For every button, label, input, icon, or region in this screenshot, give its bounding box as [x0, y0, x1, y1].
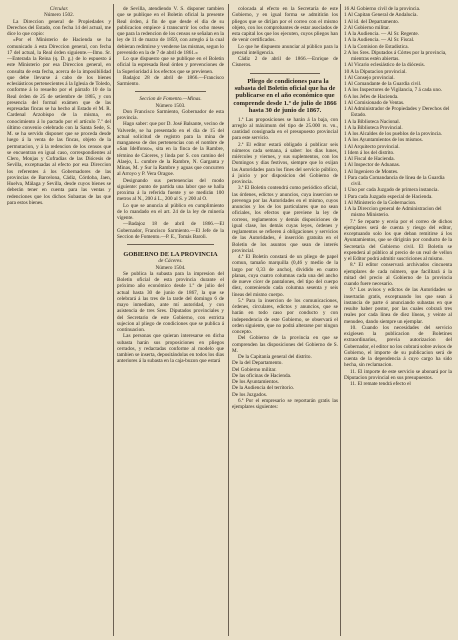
- list-item: 1 A la Direccion general de Administracion del mismo Ministerio.: [344, 206, 442, 219]
- government-subtitle: de Cáceres.: [158, 258, 183, 265]
- list-item: 10 A la Diputacion provincial.: [344, 68, 407, 75]
- list-item: 1 Al Administrador de Propiedades y Derechos del Estado.: [344, 106, 450, 119]
- list-item: 2 A los Sres. Diputados á Córtes por la provincia, mientras estén abiertas.: [344, 49, 447, 62]
- list-item: 1 Al id. del Departamento.: [344, 18, 400, 25]
- list-item: 16 Al Gobierno civil de la provincia.: [344, 6, 421, 12]
- paragraph: Lo que se anuncia al público en cumplimiento de lo mandado en el art. 24 de la ley de minería vigente.: [117, 202, 224, 221]
- list-item: 1 Uno por cada Juzgado de primera instancia.: [344, 187, 439, 194]
- list-item: 1 A los Inspectores de Vigilancia, 7 á cada uno.: [344, 87, 442, 94]
- list-item: Del Gobierno militar.: [232, 366, 277, 373]
- notice-number: Número 1503.: [155, 102, 186, 109]
- paragraph: Se publica la subasta para la impresion del Boletin oficial de esta provincia durante el próximo año económico desde 1.º de julio del actual hasta 30 de junio de 1867, la que se celebrará á las tres de la tarde del domingo 6 de mayo inmediato, ante mí autoridad, y con asistencia de tres Sres. Diputados provinciales y del Secretario de este Gobierno, con estricta sujecion al pliego de condiciones que se publica á continuacion.: [117, 270, 224, 334]
- separator: [135, 91, 206, 92]
- column-2: [117, 6, 224, 636]
- column-rule: [113, 4, 114, 636]
- paragraph: 1.ª Las proposiciones se harán á la baja, con arreglo al máximum del tipo de 25.000 rs. vn., cantidad consignada en el presupuesto provincial para este servicio.: [232, 116, 338, 142]
- copies-list: [344, 6, 452, 219]
- list-item: De la del Departamento.: [232, 360, 283, 367]
- list-item: 1 Al Ingeniero de Montes.: [344, 168, 399, 175]
- paragraph: Lo que he dispuesto anunciar al público para la general inteligencia.: [232, 43, 338, 56]
- paragraph: Del Gobierno de la provincia en que se comprenden las disposiciones del Gobierno de S. M.: [232, 335, 338, 354]
- paragraph: 2.ª El editor estará obligado á publicar seis números cada semana, á saber: los dias lunes, miércoles y viernes, y sus suplementos, con los Domingos y dias festivos, siempre que lo exijan las Autoridades para los fines del servicio público, á juicio y por disposicion del Gobierno de provincia.: [232, 141, 338, 186]
- column-rule: [340, 4, 341, 636]
- list-item: 1 Al Fiscal de Hacienda.: [344, 156, 395, 162]
- list-item: De la Audiencia del territorio.: [232, 385, 295, 392]
- list-item: 1 Al Ministerio de la Gobernacion.: [344, 199, 417, 206]
- list-item: 1 A la Audiencia. — Al Sr. Fiscal.: [344, 37, 415, 44]
- paragraph: —Badajoz 18 de abril de 1866.—El Gobernador, Francisco Sarmiento.—El Jefe de la Seccion de Fomento.—P. E., Tomás Baroli.: [117, 221, 224, 240]
- paragraph: 9.ª Los avisos y edictos de las Autoridades se insertarán gratis, exceptuando los que sean á instancia de parte ó anunciando subastas en que resulte haber postor, por las cuales cobrará tres reales por cada línea de diez líneas, y veinte al menudeo, dando siempre un ejemplar.: [344, 287, 452, 325]
- list-item: 1 Para cada Juzgado especial de Hacienda.: [344, 193, 433, 200]
- column-1: [7, 6, 111, 636]
- list-item: 6 A los Jefes de Hacienda.: [344, 93, 399, 100]
- paragraph: 10. Cuando los necesidades del servicio exigiesen la publicacion de Boletines extraordinarios, previa autorizacion del Gobernador, el editor no los cobrará sobre avisos de Gobierno, el importe de su publicacion será de cuenta de la dependencia á cuyo cargo ha sido hecha, sin reclamacion.: [344, 324, 452, 369]
- list-item: 1 Idem á los del distrito.: [344, 149, 395, 156]
- paragraph: Designando sus pertenencias del modo siguiente: punto de partida una labor que se halla proxima á la referida fuente y se medirán 100 metros al N., 200 á L., 200 al S. y 200 al O.: [117, 177, 224, 203]
- conditions-title: Pliego de condiciones para la subasta del Boletin oficial que ha de publicarse en el año económico que comprende desde 1.º de julio de 1866 hasta 30 de junio de 1867.: [233, 77, 337, 115]
- paragraph: Hago saber: que por D. José Balsante, vecino de Valverde, se ha presentado en el dia de 15 del actual solicitud de registro para la mina de manganeso de dos pertenencias con el nombre de «San Idelfonso», sita en la finca de la Rambre, término de Cáceres, y linda por S. con camino del Alaejo, L. cumbre de la Rambre, N. Garganta y Minas, M. y Sur la Rambre y aguas que concurren al Arroyo y P. Vera Oragoe.: [117, 121, 224, 178]
- column-3: [232, 6, 338, 636]
- list-item: 1 Al Capitan General de Andalucía.: [344, 12, 418, 19]
- list-item: 1 Al Vicario eclesiástico de la diócesis.: [344, 62, 425, 69]
- paragraph: 11. El importe de este servicio se abonará por la Diputacion provincial en sus presupuestos.: [344, 368, 452, 381]
- paragraph: Las personas que quieran interesarse en dicha subasta harán sus proposiciones en pliegos cerrados, y redactadas conforme al modelo que tambien se inserta, depositándolas en todos los dias anteriores á la subasta en la caja-buzon que estará: [117, 333, 224, 365]
- list-item: 1 Al Arquitecto provincial.: [344, 143, 400, 150]
- notice-number: Número 1504.: [155, 264, 186, 271]
- paragraph: 6.ª Por el empresario se reportarán gratis las ejemplares siguientes:: [232, 397, 338, 411]
- list-item: De los Juzgados.: [232, 391, 268, 398]
- list-item: 1 A la Biblioteca Nacional.: [344, 118, 401, 125]
- paragraph: La Direccion general de Propiedades y Derechos del Estado, con fecha 14 del actual, me dice lo que copio:: [7, 18, 111, 37]
- paragraph: Don Francisco Sarmiento, Gobernador de esta provincia.: [117, 108, 224, 121]
- column-rule: [228, 4, 229, 636]
- list-item: 2 Al Gobierno militar.: [344, 24, 390, 31]
- paragraph: 7.ª Se reparte y envia por el correo de dichos ejemplares será de cuenta y riesgo del editor, exceptuando solo los que deban remitirse á los Ayuntamientos, que se dirigirán por conducto de la Secretaría del Gobierno civil. El Boletin se expenderá al público al precio de un real de vellon y el Editor podrá admitir suscriciones al mismo.: [344, 218, 452, 262]
- list-item: 1 A la Comision de Estadística.: [344, 43, 409, 50]
- double-separator: [127, 244, 214, 247]
- paragraph: 8.ª El editor conservará archivados cincuenta ejemplares de cada número, que facilitará á la mitad del precio al Gobierno de la provincia cuando fuere necesario.: [344, 262, 452, 287]
- list-item: 1 A los Alcaldes de los pueblos de la provincia.: [344, 131, 442, 137]
- paragraph: colocada al efecto en la Secretaría de este Gobierno, y en igual forma se admitirán los pliegos que se dirijan por el correo con el mismo objeto, con los comprobantes de estar asociados de esta capital los que los ejecuten, cuyos pliegos han de venir certificados.: [232, 6, 338, 44]
- paragraph: 3.ª El Boletin contendrá como periódico oficial, las órdenes, edictos y anuncios, cuya insercion se prevenga por las Autoridades en el mismo, cuyos anuncios y los de los particulares que no sean oficiales, los efectos que previene la ley de correos, reglamentos y demás disposiciones de igual clase, los demás cuyas leyes, órdenes y reglamentos se refieren á obligaciones y servicios de las Autoridades, é inserción gratuita en el Boletin de los asuntos que sean de interés provincial.: [232, 185, 338, 254]
- separator: [250, 73, 320, 74]
- paragraph: 5.ª Para la insercion de los comunicaciones, órdenes, circulares, edictos y anuncios, que se harán en todo caso por conducto y con independencia de este Gobierno, se observará el orden siguiente, que no podrá alterarse por ningun concepto.: [232, 297, 338, 336]
- list-item: De las oficinas de Hacienda.: [232, 372, 292, 379]
- list-item: De los Ayuntamientos.: [232, 379, 279, 386]
- paragraph: de Sevilla, atendiendo V. S. disponer tambien que se publique en el Boletin oficial la presente Real órden, á fin de que desde el dia de su publicacion empiece á transcurrir los ocho meses que para la redencion de los censos se señalan en la ley de 11 de marzo de 1859, con arreglo á la cual debieran redimirse y venderse las mismas, segun lo prevenido en la de 7 de abril de 1861.»: [117, 6, 224, 56]
- order-list: [232, 360, 338, 398]
- column-4: [344, 6, 452, 636]
- list-item: 1 Para cada Comandancia de línea de la Guardia civil.: [344, 174, 445, 187]
- section-heading: Seccion de Fomento.—Minas.: [139, 96, 202, 103]
- paragraph: Lo que dispuesto que se publique en el Boletin oficial la espresada Real órden y prevenciones de la Superioridad á los efectos que se previenen.: [117, 56, 224, 75]
- list-item: 1 A la Audiencia. — Al Sr. Regente.: [344, 31, 419, 37]
- signature-date: Cádiz 2 de abril de 1866.—Enrique de Cisneros.: [232, 56, 338, 69]
- paragraph: 4.ª El Boletín constará de un pliego de papel comun, tamaño marquilla (0,46 y medio de la largo por 0,33 de ancho), dividido en cuatro planas, cuya cuatro columnas cada una del ancho de nueve cícer de pantalones, del tipo del cuerpo diez, conteniendo cada columna sesenta y seis líneas del mismo cuerpo.: [232, 254, 338, 298]
- paragraph: De la Capitanía general del distrito.: [238, 354, 312, 361]
- list-item: 1 A los Ayuntamientos de los mismos.: [344, 137, 423, 144]
- list-item: 1 A la Biblioteca Provincial.: [344, 124, 403, 131]
- circular-heading: Circular.: [49, 6, 69, 12]
- list-item: 1 Al Comisionado de Ventas.: [344, 99, 405, 106]
- paragraph: «Por el Ministerio de Hacienda se ha comunicado á esta Direccion general, con fecha 17 del actual, la Real órden siguiente.—Ilmo. Sr.—Enterada la Reina (q. D. g.) de lo espuesto á este Ministerio por esa Direccion general, en consulta de esta fecha, acerca de la imposibilidad que debe llevarse á cabo de los bienes eclesiásticos pertenecientes á la Iglesia de Toledo, conforme á lo resuelto por el párrafo 10 de la Real órden de 25 de setiembre de 1865, y con presencia del formal exámen que de las espresadas fincas se ha hecho al Estado el M. R. Cardenal Arzobispo de la misma, en conocimiento á lo pactado por el artículo 7.º del último convenio celebrado con la Santa Sede, S. M. se ha servido disponer que se proceda desde luego á la venta de las fincas, objeto de la permutacion, y á la redencion de los censos que se encuentran en igual caso, correspondientes al Clero, Monjas y Cofradías de las Diócesis de Sevilla, exceptuadas al efecto por esa Direccion los referentes á los Gobernadores de las provincias de Barcelona, Cádiz, Córdoba, Jaen, Huelva, Málaga y Sevilla, desde cuyos bienes se deberán tener en cuenta para las ventas y redenciones que los dichos Subastas de las que para estos bienes.: [7, 37, 111, 206]
- government-title: GOBIERNO DE LA PROVINCIA: [123, 251, 218, 258]
- paragraph: 11. El remate tendrá efecto el: [350, 381, 411, 387]
- list-item: 1 Al Inspector de Aduanas.: [344, 162, 401, 169]
- notice-number: Número 1502.: [44, 12, 74, 19]
- list-item: 1 Al Comandante de la Guardia civil.: [344, 81, 422, 87]
- list-item: 1 Al Consejo provincial.: [344, 74, 395, 81]
- signature-date: Badajoz 28 de abril de 1866.—Francisco Sarmiento.: [117, 74, 224, 87]
